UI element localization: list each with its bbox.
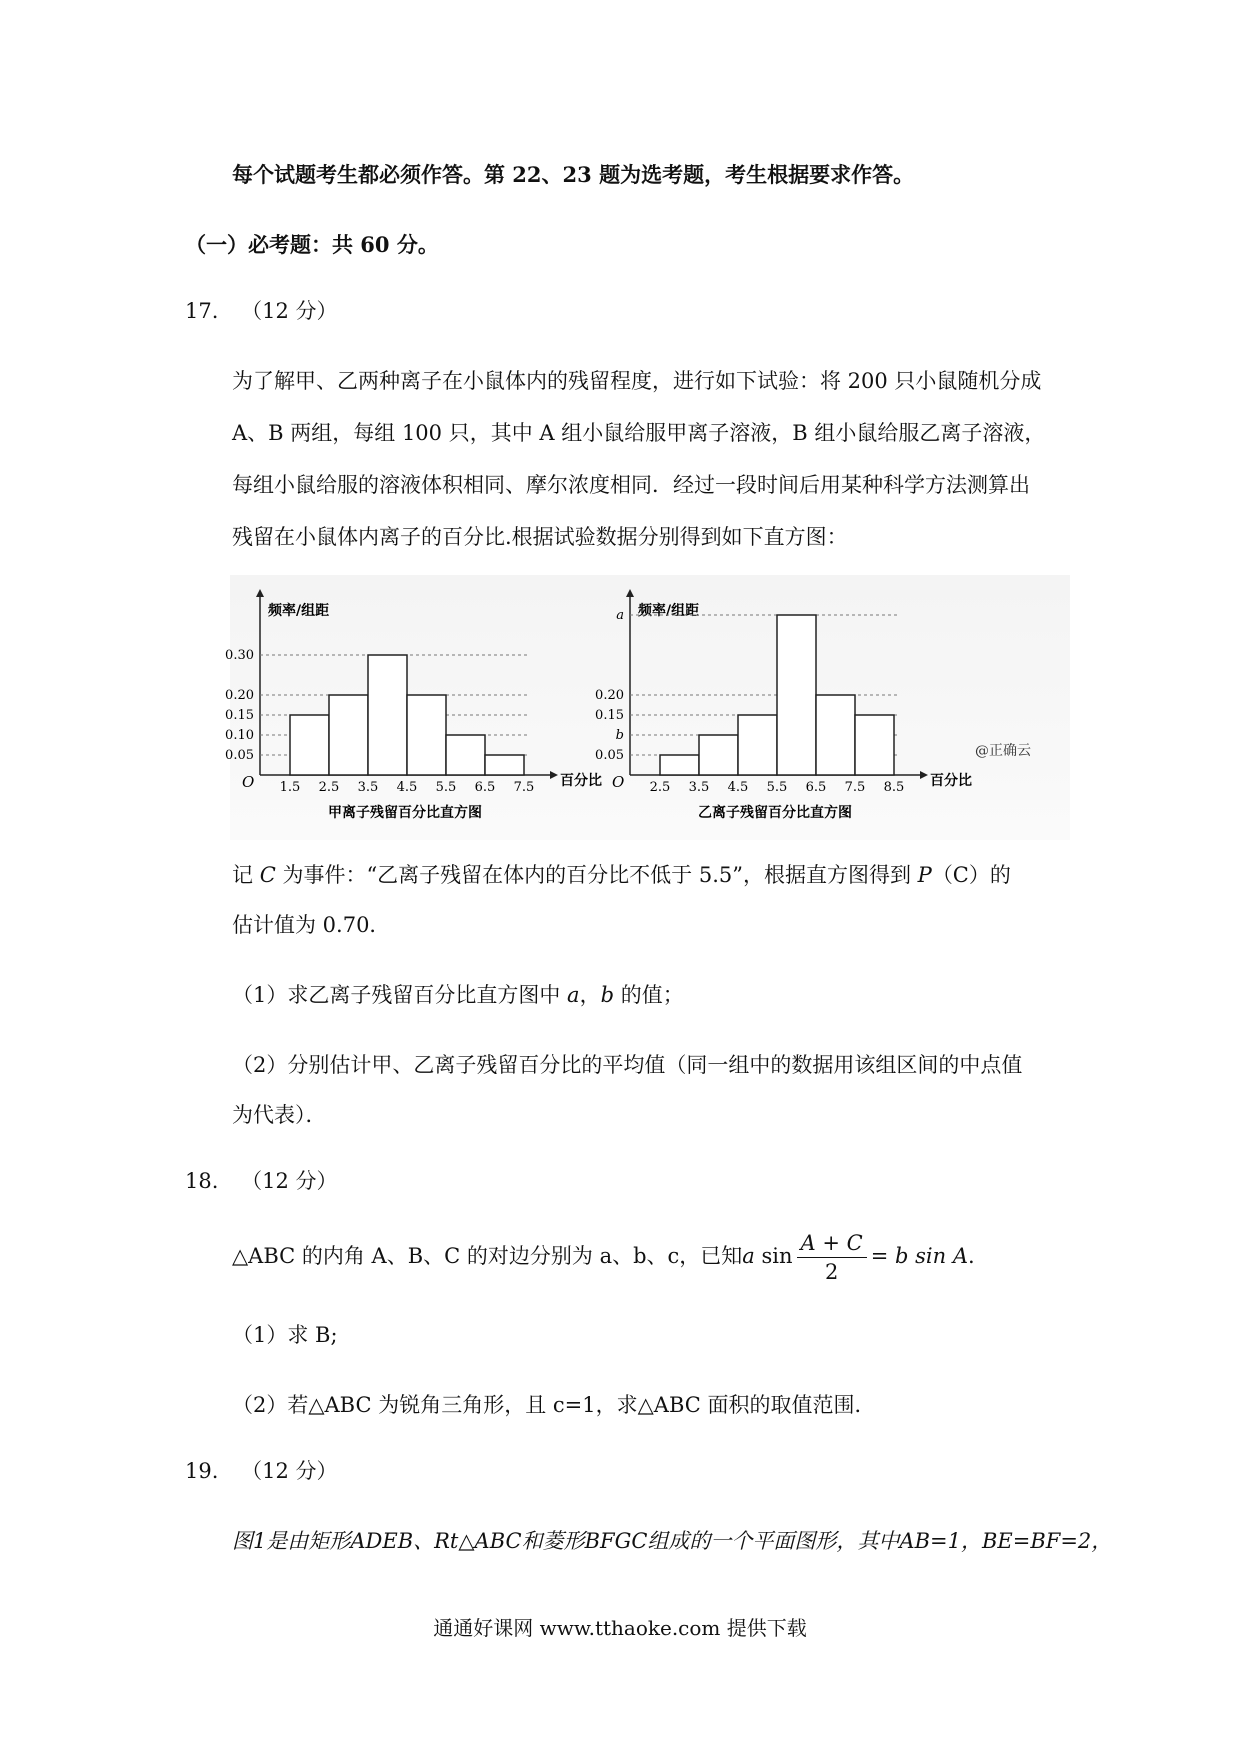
x-axis-label-jia: 百分比 [560,773,602,789]
y-tick-label-yi-0: 0.05 [595,748,624,763]
x-tick-label-yi-5: 7.5 [844,780,866,795]
exam-instructions: 每个试题考生都必须作答。第 22、23 题为选考题，考生根据要求作答。 [232,162,915,187]
q17-event-text-3: （C）的 [931,863,1011,887]
x-tick-label-yi-6: 8.5 [883,780,905,795]
x-tick-label-yi-3: 5.5 [766,780,788,795]
q18-stem-rhs: = b sin A [870,1244,968,1268]
y-tick-label-yi-1: b [615,728,624,743]
y-tick-label-jia-1: 0.10 [225,728,254,743]
q17-sub1 [232,980,684,1010]
y-tick-label-jia-2: 0.15 [225,708,254,723]
histogram-bar-jia-4 [446,735,485,775]
x-tick-label-jia-2: 3.5 [357,780,379,795]
chart-caption-jia: 甲离子残留百分比直方图 [328,805,482,821]
q18-stem-end: . [967,1244,975,1268]
histogram-bar-yi-2 [738,715,777,775]
y-axis-label-yi: 频率/组距 [638,603,700,619]
q17-sub2-line-1: （2）分别估计甲、乙离子残留百分比的平均值（同一组中的数据用该组区间的中点值 [232,1053,1023,1077]
histogram-bar-yi-0 [660,755,699,775]
x-tick-label-yi-1: 3.5 [688,780,710,795]
q17-paragraph-line-3: 每组小鼠给服的溶液体积相同、摩尔浓度相同．经过一段时间后用某种科学方法测算出 [232,473,1030,497]
q19-paragraph-line-1: 图1是由矩形ADEB、Rt△ABC和菱形BFGC组成的一个平面图形，其中AB=1，BE=BF=2， [232,1529,1113,1553]
q18-stem-a: a [742,1244,755,1268]
q17-header [185,296,338,326]
q18-sub2: （2）若△ABC 为锐角三角形，且 c=1，求△ABC 面积的取值范围． [232,1393,876,1417]
q18-stem-text: △ABC 的内角 A、B、C 的对边分别为 a、b、c，已知 [232,1244,743,1268]
y-tick-label-jia-3: 0.20 [225,688,254,703]
histogram-bar-yi-1 [699,735,738,775]
q17-sub1-b: b [600,983,615,1007]
q18-fraction [797,1229,867,1286]
q18-frac-numerator: A + C [797,1229,867,1258]
x-tick-label-jia-1: 2.5 [318,780,340,795]
watermark-text: @正确云 [975,743,1031,759]
x-tick-label-jia-0: 1.5 [279,780,301,795]
x-tick-label-jia-6: 7.5 [513,780,535,795]
y-tick-label-yi-2: 0.15 [595,708,624,723]
histogram-bar-jia-5 [485,755,524,775]
section-heading: （一）必考题：共 60 分。 [185,232,439,257]
q17-event-line [232,860,1011,890]
x-tick-label-jia-4: 5.5 [435,780,457,795]
q17-paragraph-line-4: 残留在小鼠体内离子的百分比.根据试验数据分别得到如下直方图： [232,525,848,549]
q17-sub1-end: 的值； [614,983,684,1007]
q18-stem-sin: sin [761,1244,793,1268]
q18-stem [232,1226,975,1286]
x-axis-arrow-jia [550,771,558,779]
histogram-bar-jia-0 [290,715,329,775]
histogram-figure [225,575,1070,840]
x-axis-label-yi: 百分比 [930,773,972,789]
histogram-bar-jia-3 [407,695,446,775]
q17-paragraph-line-1: 为了解甲、乙两种离子在小鼠体内的残留程度，进行如下试验：将 200 只小鼠随机分成 [232,369,1042,393]
x-tick-label-jia-3: 4.5 [396,780,418,795]
q18-header [185,1166,338,1196]
y-tick-label-yi-3: 0.20 [595,688,624,703]
origin-label-yi: O [612,773,625,791]
histogram-bar-yi-3 [777,615,816,775]
q17-sub1-a: a [567,983,580,1007]
q19-header [185,1456,338,1486]
histograms-svg [225,575,1070,840]
y-axis-arrow-jia [256,589,264,597]
histogram-bar-yi-5 [855,715,894,775]
x-axis-arrow-yi [920,771,928,779]
y-axis-arrow-yi [626,589,634,597]
x-tick-label-jia-5: 6.5 [474,780,496,795]
chart-caption-yi: 乙离子残留百分比直方图 [698,805,852,821]
q18-points: （12 分） [241,1169,338,1193]
q17-estimate: 估计值为 0.70． [232,913,391,937]
origin-label-jia: O [242,773,255,791]
q18-sub1: （1）求 B; [232,1323,338,1347]
q17-sub1-sep: ， [579,983,601,1007]
q17-event-text-1: 记 [232,863,260,887]
histogram-bar-yi-4 [816,695,855,775]
y-tick-label-jia-0: 0.05 [225,748,254,763]
y-tick-label-jia-4: 0.30 [225,648,254,663]
y-tick-label-yi-4: a [616,608,624,623]
q17-number: 17. [185,299,219,323]
x-tick-label-yi-2: 4.5 [727,780,749,795]
histogram-bar-jia-2 [368,655,407,775]
q17-points: （12 分） [241,299,338,323]
q17-event-p: P [917,863,932,887]
q17-event-text-2: 为事件：“乙离子残留在体内的百分比不低于 5.5”，根据直方图得到 [275,863,918,887]
q18-frac-denominator: 2 [824,1260,839,1284]
q17-paragraph-line-2: A、B 两组，每组 100 只，其中 A 组小鼠给服甲离子溶液，B 组小鼠给服乙离子溶液， [232,421,1046,445]
q19-number: 19. [185,1459,219,1483]
q18-number: 18. [185,1169,219,1193]
x-tick-label-yi-0: 2.5 [649,780,671,795]
q17-sub2-line-2: 为代表）． [232,1103,327,1127]
q19-points: （12 分） [241,1459,338,1483]
x-tick-label-yi-4: 6.5 [805,780,827,795]
y-axis-label-jia: 频率/组距 [268,603,330,619]
q17-event-var: C [259,863,276,887]
histogram-bar-jia-1 [329,695,368,775]
q17-sub1-text: （1）求乙离子残留百分比直方图中 [232,983,568,1007]
page-footer: 通通好课网 www.tthaoke.com 提供下载 [433,1616,807,1640]
